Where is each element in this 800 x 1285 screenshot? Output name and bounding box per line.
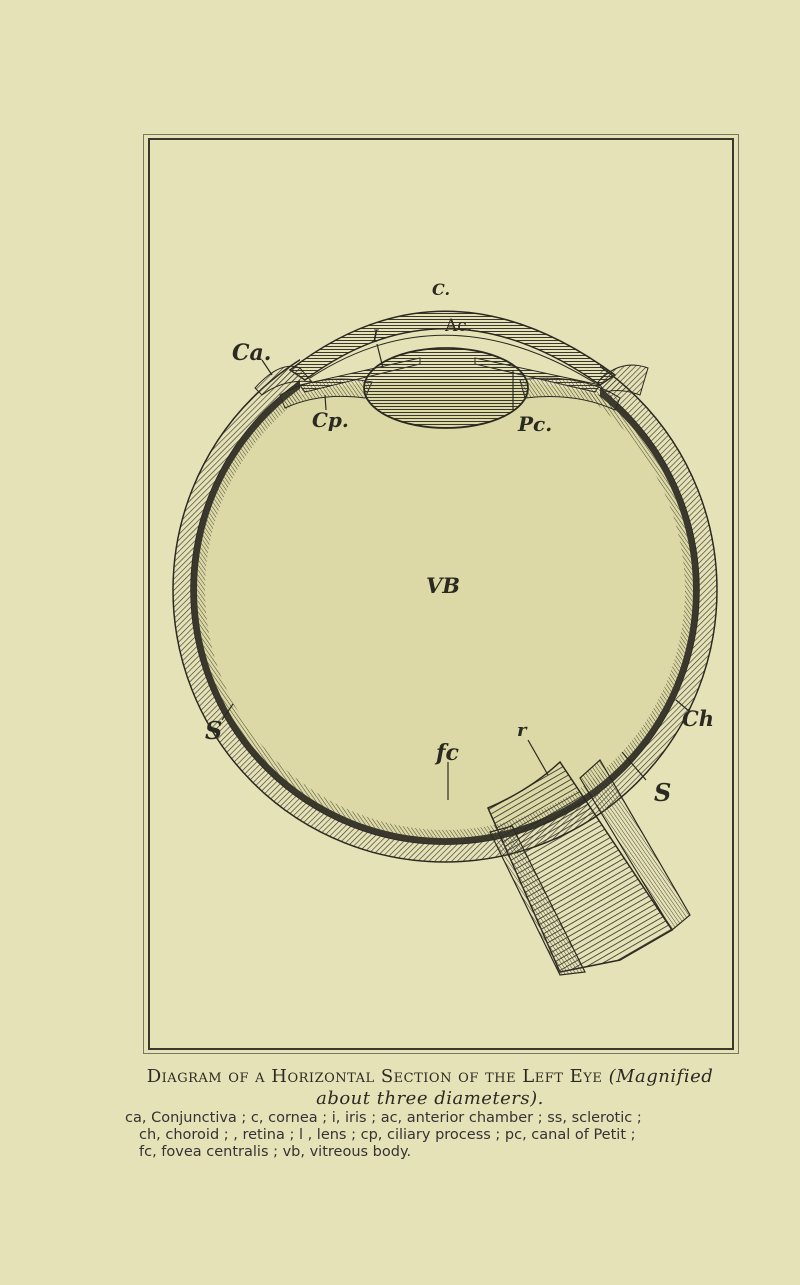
figure-caption	[110, 1066, 750, 1110]
label-conjunctiva: Ca.	[232, 340, 272, 366]
label-fovea-centralis: fc	[436, 740, 459, 766]
label-vitreous-body: VB	[426, 573, 461, 598]
legend-line-2: ch, choroid ; , retina ; l , lens ; cp, ciliary process ; pc, canal of Petit ;	[139, 1127, 636, 1143]
label-sclerotic-right: S	[654, 778, 672, 807]
label-choroid: Ch	[682, 706, 714, 731]
caption-title: Diagram of a Horizontal Section of the Left Eye	[146, 1066, 603, 1087]
label-retina: r	[517, 720, 527, 741]
legend-line-3: fc, fovea centralis ; vb, vitreous body.	[139, 1144, 412, 1160]
figure-legend	[125, 1110, 745, 1161]
caption-subtitle-b: about three diameters).	[316, 1088, 544, 1109]
label-iris: I	[372, 327, 379, 347]
label-anterior-chamber: Ac.	[445, 316, 473, 336]
label-sclerotic-left: S	[205, 716, 223, 745]
label-cornea: C.	[432, 280, 451, 299]
legend-line-1: ca, Conjunctiva ; c, cornea ; i, iris ; ac, anterior chamber ; ss, sclerotic ;	[125, 1110, 642, 1126]
lens	[364, 348, 528, 428]
label-canal-of-petit: Pc.	[518, 412, 553, 436]
caption-subtitle-a: (Magnified	[608, 1066, 714, 1087]
label-ciliary-process: Cp.	[312, 408, 349, 432]
